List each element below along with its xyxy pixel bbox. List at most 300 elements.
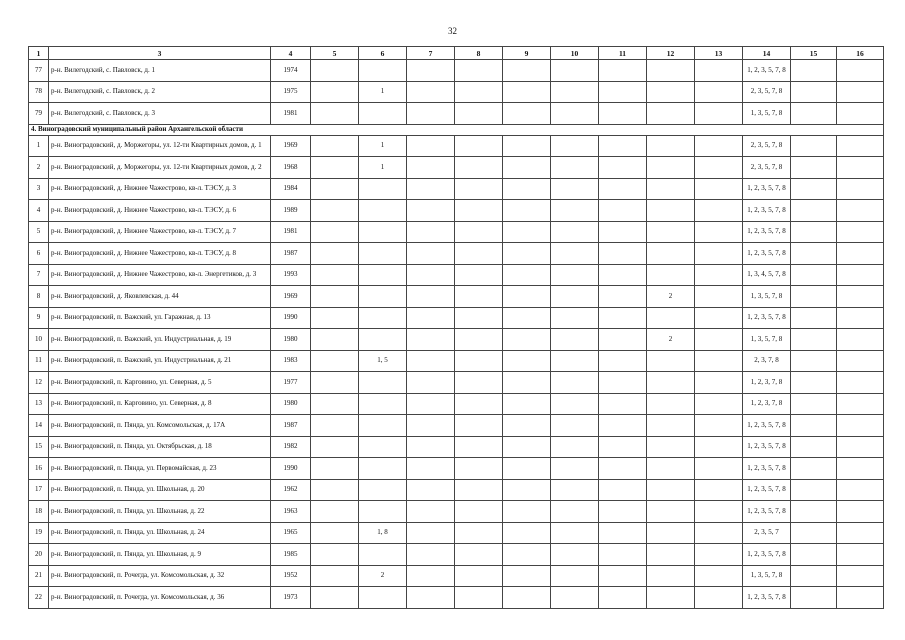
table-cell: р-н. Виноградовский, п. Пянда, ул. Школьная, д. 22 (49, 501, 271, 523)
table-cell: 79 (29, 103, 49, 125)
table-cell: р-н. Вилегодский, с. Павловск, д. 3 (49, 103, 271, 125)
table-cell (599, 178, 647, 200)
table-cell (695, 587, 743, 609)
table-cell (647, 307, 695, 329)
table-cell (837, 221, 884, 243)
table-cell: р-н. Виноградовский, п. Карговино, ул. Северная, д. 8 (49, 393, 271, 415)
table-cell: 1981 (271, 103, 311, 125)
table-cell: 1, 2, 3, 5, 7, 8 (743, 436, 791, 458)
table-cell (407, 178, 455, 200)
table-cell (407, 200, 455, 222)
table-cell (503, 436, 551, 458)
table-cell (359, 415, 407, 437)
table-cell (311, 372, 359, 394)
table-row (29, 350, 884, 372)
table-cell (407, 157, 455, 179)
table-cell (695, 329, 743, 351)
table-cell (407, 264, 455, 286)
table-cell: 1987 (271, 243, 311, 265)
table-cell (647, 221, 695, 243)
table-cell (647, 350, 695, 372)
table-cell: 1, 2, 3, 5, 7, 8 (743, 178, 791, 200)
table-cell (311, 243, 359, 265)
table-cell (311, 350, 359, 372)
table-cell: 7 (29, 264, 49, 286)
table-cell (695, 60, 743, 82)
table-cell: р-н. Виноградовский, д. Моржегоры, ул. 12-ти Квартирных домов, д. 2 (49, 157, 271, 179)
table-cell: 1, 3, 5, 7, 8 (743, 329, 791, 351)
table-cell (551, 587, 599, 609)
table-cell (695, 103, 743, 125)
table-cell: 1974 (271, 60, 311, 82)
table-cell (503, 329, 551, 351)
table-cell: 77 (29, 60, 49, 82)
table-row (29, 264, 884, 286)
table-cell (407, 501, 455, 523)
page-number: 32 (448, 26, 457, 36)
table-cell (837, 350, 884, 372)
table-cell (551, 243, 599, 265)
table-cell (311, 264, 359, 286)
table-cell (791, 200, 837, 222)
table-cell: р-н. Виноградовский, д. Яковлевская, д. 44 (49, 286, 271, 308)
table-cell (503, 501, 551, 523)
table-cell: р-н. Вилегодский, с. Павловск, д. 2 (49, 81, 271, 103)
table-cell (791, 60, 837, 82)
table-cell (695, 350, 743, 372)
table-cell (407, 436, 455, 458)
table-cell (599, 544, 647, 566)
table-cell (359, 286, 407, 308)
table-row (29, 221, 884, 243)
table-cell: 2, 3, 7, 8 (743, 350, 791, 372)
table-cell (551, 415, 599, 437)
table-cell (791, 587, 837, 609)
table-cell (599, 286, 647, 308)
table-cell: 1, 2, 3, 7, 8 (743, 372, 791, 394)
table-cell: р-н. Виноградовский, д. Нижнее Чажестрово, кв-л. ТЭСУ, д. 6 (49, 200, 271, 222)
table-cell (551, 81, 599, 103)
table-cell (359, 393, 407, 415)
table-cell (407, 135, 455, 157)
column-header: 11 (599, 47, 647, 60)
table-cell (647, 479, 695, 501)
table-cell (551, 264, 599, 286)
table-cell: 1981 (271, 221, 311, 243)
table-cell (359, 329, 407, 351)
table-cell (837, 264, 884, 286)
table-cell (647, 178, 695, 200)
column-header: 6 (359, 47, 407, 60)
table-cell (455, 264, 503, 286)
table-cell: 17 (29, 479, 49, 501)
table-cell (837, 200, 884, 222)
table-cell (311, 565, 359, 587)
table-cell (791, 157, 837, 179)
table-cell (503, 372, 551, 394)
column-header: 16 (837, 47, 884, 60)
table-cell (791, 393, 837, 415)
table-body (29, 60, 884, 609)
table-cell (647, 522, 695, 544)
column-header: 4 (271, 47, 311, 60)
section-header-row (29, 124, 884, 135)
table-cell (455, 60, 503, 82)
table-cell: 1, 2, 3, 5, 7, 8 (743, 221, 791, 243)
table-cell (599, 587, 647, 609)
table-row (29, 565, 884, 587)
table-cell (455, 436, 503, 458)
table-cell (455, 329, 503, 351)
table-cell (359, 458, 407, 480)
table-cell (503, 178, 551, 200)
table-cell (311, 479, 359, 501)
table-cell (837, 329, 884, 351)
section-title: 4. Виноградовский муниципальный район Архангельской области (29, 124, 884, 135)
table-cell (503, 135, 551, 157)
table-cell: р-н. Виноградовский, д. Моржегоры, ул. 12-ти Квартирных домов, д. 1 (49, 135, 271, 157)
table-cell (551, 286, 599, 308)
table-cell (503, 243, 551, 265)
table-row (29, 135, 884, 157)
table-cell (311, 135, 359, 157)
table-cell (599, 501, 647, 523)
table-cell: 6 (29, 243, 49, 265)
table-cell (455, 135, 503, 157)
table-cell (599, 479, 647, 501)
table-cell (551, 178, 599, 200)
table-cell (359, 479, 407, 501)
table-cell (695, 264, 743, 286)
table-row (29, 329, 884, 351)
table-cell (599, 157, 647, 179)
table-cell (647, 501, 695, 523)
table-cell (599, 372, 647, 394)
housing-register-table (28, 46, 884, 609)
table-cell: 1, 3, 5, 7, 8 (743, 286, 791, 308)
table-cell (791, 458, 837, 480)
table-cell (599, 221, 647, 243)
table-cell (599, 81, 647, 103)
table-cell (551, 544, 599, 566)
table-cell (599, 415, 647, 437)
table-cell (695, 565, 743, 587)
table-cell (837, 544, 884, 566)
table-cell (695, 200, 743, 222)
table-cell: 1968 (271, 157, 311, 179)
table-cell (455, 458, 503, 480)
table-cell: р-н. Виноградовский, п. Пянда, ул. Школьная, д. 24 (49, 522, 271, 544)
table-cell (791, 415, 837, 437)
table-cell (455, 565, 503, 587)
table-row (29, 81, 884, 103)
table-cell (695, 221, 743, 243)
table-cell (791, 286, 837, 308)
table-cell: 1, 2, 3, 5, 7, 8 (743, 544, 791, 566)
table-cell (837, 479, 884, 501)
table-cell (311, 544, 359, 566)
table-row (29, 178, 884, 200)
table-cell (599, 60, 647, 82)
table-cell (407, 329, 455, 351)
table-row (29, 243, 884, 265)
table-cell (503, 200, 551, 222)
table-cell (455, 350, 503, 372)
table-cell (311, 501, 359, 523)
table-cell (791, 372, 837, 394)
table-cell: 1975 (271, 81, 311, 103)
table-cell: 2 (647, 329, 695, 351)
table-cell (647, 264, 695, 286)
table-cell: р-н. Виноградовский, п. Рочегда, ул. Комсомольская, д. 32 (49, 565, 271, 587)
table-cell (551, 479, 599, 501)
table-cell (359, 60, 407, 82)
column-header: 14 (743, 47, 791, 60)
table-cell (837, 458, 884, 480)
table-cell (503, 307, 551, 329)
table-cell (791, 501, 837, 523)
table-cell (551, 221, 599, 243)
table-cell: р-н. Виноградовский, п. Пянда, ул. Комсомольская, д. 17А (49, 415, 271, 437)
table-cell (791, 178, 837, 200)
table-cell (311, 178, 359, 200)
table-cell (455, 479, 503, 501)
table-cell (455, 200, 503, 222)
table-cell: 1, 3, 5, 7, 8 (743, 565, 791, 587)
table-cell (551, 329, 599, 351)
table-cell: 1969 (271, 286, 311, 308)
table-cell (695, 393, 743, 415)
table-cell (359, 243, 407, 265)
table-cell (647, 243, 695, 265)
table-cell (837, 522, 884, 544)
table-cell: р-н. Виноградовский, п. Пянда, ул. Школьная, д. 20 (49, 479, 271, 501)
table-cell: 14 (29, 415, 49, 437)
table-cell (647, 135, 695, 157)
table-cell (407, 350, 455, 372)
table-cell (311, 81, 359, 103)
table-cell (791, 565, 837, 587)
table-row (29, 103, 884, 125)
table-cell (551, 60, 599, 82)
table-cell (503, 81, 551, 103)
table-cell: 1977 (271, 372, 311, 394)
table-cell (503, 587, 551, 609)
table-cell (695, 135, 743, 157)
table-cell: 2, 3, 5, 7, 8 (743, 135, 791, 157)
table-cell (503, 60, 551, 82)
table-cell (311, 393, 359, 415)
column-header: 5 (311, 47, 359, 60)
table-cell (837, 178, 884, 200)
table-cell (791, 479, 837, 501)
table-cell (599, 264, 647, 286)
table-cell (407, 81, 455, 103)
table-row (29, 479, 884, 501)
table-cell (455, 157, 503, 179)
table-cell (359, 436, 407, 458)
table-cell (837, 157, 884, 179)
table-cell (407, 587, 455, 609)
table-cell (407, 415, 455, 437)
table-cell (359, 221, 407, 243)
table-cell (695, 307, 743, 329)
table-cell (695, 157, 743, 179)
table-cell (503, 458, 551, 480)
table-row (29, 393, 884, 415)
table-cell: р-н. Виноградовский, п. Пянда, ул. Октябрьская, д. 18 (49, 436, 271, 458)
table-cell (647, 157, 695, 179)
table-cell: 1, 2, 3, 5, 7, 8 (743, 458, 791, 480)
table-cell: 1, 3, 5, 7, 8 (743, 103, 791, 125)
table-cell (359, 544, 407, 566)
table-cell (455, 415, 503, 437)
table-cell (695, 479, 743, 501)
table-row (29, 415, 884, 437)
table-cell (407, 458, 455, 480)
table-cell (359, 264, 407, 286)
table-cell (647, 415, 695, 437)
table-cell: 1952 (271, 565, 311, 587)
table-cell (503, 286, 551, 308)
table-cell: 2 (647, 286, 695, 308)
table-cell: 2 (29, 157, 49, 179)
table-row (29, 60, 884, 82)
table-row (29, 200, 884, 222)
table-cell (455, 393, 503, 415)
table-cell: р-н. Виноградовский, д. Нижнее Чажестрово, кв-л. ТЭСУ, д. 3 (49, 178, 271, 200)
table-cell (695, 501, 743, 523)
table-cell (503, 393, 551, 415)
table-cell: р-н. Виноградовский, п. Важский, ул. Гаражная, д. 13 (49, 307, 271, 329)
table-cell (837, 243, 884, 265)
table-cell (695, 286, 743, 308)
table-cell (695, 415, 743, 437)
table-cell (791, 221, 837, 243)
table-row (29, 501, 884, 523)
table-cell: 1, 2, 3, 7, 8 (743, 393, 791, 415)
table-cell (837, 286, 884, 308)
table-cell (647, 103, 695, 125)
table-cell (407, 60, 455, 82)
table-cell: 1 (29, 135, 49, 157)
table-cell: 1990 (271, 458, 311, 480)
table-cell (407, 565, 455, 587)
table-row (29, 372, 884, 394)
table-cell: 1989 (271, 200, 311, 222)
table-cell (311, 522, 359, 544)
table-cell (551, 436, 599, 458)
table-cell: р-н. Виноградовский, п. Пянда, ул. Первомайская, д. 23 (49, 458, 271, 480)
table-cell (311, 415, 359, 437)
table-cell (599, 565, 647, 587)
table-cell (407, 103, 455, 125)
table-cell: 1, 2, 3, 5, 7, 8 (743, 415, 791, 437)
table-cell (455, 103, 503, 125)
table-cell: 1, 8 (359, 522, 407, 544)
table-cell (551, 135, 599, 157)
table-cell (599, 458, 647, 480)
table-cell: р-н. Виноградовский, п. Важский, ул. Индустриальная, д. 19 (49, 329, 271, 351)
table-cell (503, 415, 551, 437)
table-cell (791, 544, 837, 566)
table-cell: 8 (29, 286, 49, 308)
table-cell: 21 (29, 565, 49, 587)
table-cell: 1 (359, 81, 407, 103)
table-cell (791, 350, 837, 372)
table-cell (837, 415, 884, 437)
table-cell: 1990 (271, 307, 311, 329)
table-cell: 3 (29, 178, 49, 200)
table-cell (695, 522, 743, 544)
table-cell (647, 436, 695, 458)
table-row (29, 544, 884, 566)
table-cell (359, 501, 407, 523)
table-cell (837, 587, 884, 609)
table-cell (695, 372, 743, 394)
table-cell (837, 372, 884, 394)
table-cell (837, 81, 884, 103)
table-cell (503, 479, 551, 501)
table-cell (359, 200, 407, 222)
table-cell: 13 (29, 393, 49, 415)
table-cell (407, 393, 455, 415)
table-cell: р-н. Виноградовский, п. Важский, ул. Индустриальная, д. 21 (49, 350, 271, 372)
table-cell (407, 286, 455, 308)
table-row (29, 307, 884, 329)
table-cell (791, 264, 837, 286)
table-cell: р-н. Виноградовский, д. Нижнее Чажестрово, кв-л. ТЭСУ, д. 7 (49, 221, 271, 243)
table-cell: р-н. Виноградовский, п. Пянда, ул. Школьная, д. 9 (49, 544, 271, 566)
table-cell (647, 544, 695, 566)
table-cell (599, 393, 647, 415)
table-cell (359, 587, 407, 609)
table-cell (791, 81, 837, 103)
table-cell (551, 307, 599, 329)
table-cell: 19 (29, 522, 49, 544)
table-cell (455, 522, 503, 544)
table-cell (551, 103, 599, 125)
table-cell (599, 135, 647, 157)
table-cell (311, 221, 359, 243)
table-cell (455, 372, 503, 394)
table-row (29, 458, 884, 480)
table-cell: 1, 2, 3, 5, 7, 8 (743, 60, 791, 82)
table-cell (407, 544, 455, 566)
table-cell (503, 544, 551, 566)
table-cell: 1983 (271, 350, 311, 372)
table-cell (407, 221, 455, 243)
table-cell (359, 372, 407, 394)
table-cell: 1 (359, 157, 407, 179)
header-row (29, 47, 884, 60)
table-cell (455, 307, 503, 329)
table-cell (551, 565, 599, 587)
table-cell: 78 (29, 81, 49, 103)
table-cell (837, 60, 884, 82)
table-cell: 1963 (271, 501, 311, 523)
table-cell: 1, 3, 4, 5, 7, 8 (743, 264, 791, 286)
table-cell (503, 221, 551, 243)
table-cell (455, 286, 503, 308)
table-cell (311, 60, 359, 82)
table-cell (647, 393, 695, 415)
table-cell (695, 81, 743, 103)
table-cell (599, 350, 647, 372)
table-cell (647, 458, 695, 480)
table-cell: 4 (29, 200, 49, 222)
table-cell (695, 458, 743, 480)
